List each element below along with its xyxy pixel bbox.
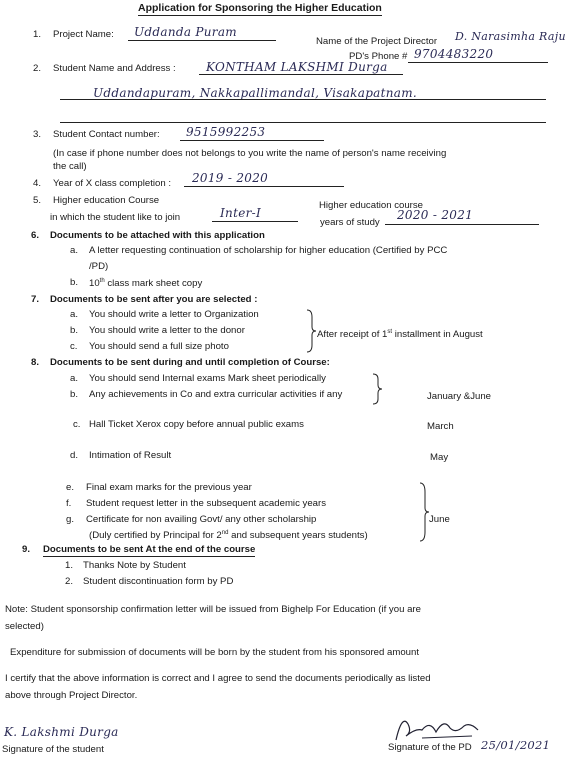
q4-number: 4. [33,178,42,189]
q9-item-2-number: 2. [65,576,74,587]
q8-e-letter: e. [66,482,75,493]
pd-phone-value: 9704483220 [414,47,494,61]
note-line2: selected) [5,621,44,632]
contact-note-line2: the call) [53,161,87,172]
q8-g-text: Certificate for non availing Govt/ any other scholarship [86,514,317,525]
address-line-2 [60,122,546,123]
q8-d-text: Intimation of Result [89,450,172,461]
project-director-value: D. Narasimha Raju [455,30,566,43]
q8-b-text: Any achievements in Co and extra curricular activities if any [89,389,343,400]
years-label-line1: Higher education course [319,200,423,211]
q9-item-1-number: 1. [65,560,74,571]
page-title: Application for Sponsoring the Higher Education [138,2,382,14]
q9-heading: Documents to be sent At the end of the course [43,544,256,555]
project-name-label: Project Name: [53,29,114,40]
q6-number: 6. [31,230,40,241]
q7-a-letter: a. [70,309,79,320]
course-value: Inter-I [220,206,262,220]
q5-number: 5. [33,195,42,206]
project-name-value: Uddanda Puram [134,25,237,39]
q8-e-text: Final exam marks for the previous year [86,482,252,493]
q7-heading: Documents to be sent after you are selected : [50,294,258,305]
q7-a-text: You should write a letter to Organization [89,309,259,320]
years-value: 2020 - 2021 [397,208,474,222]
address-line-1 [60,99,546,100]
q8-a-text: You should send Internal exams Mark sheet periodically [89,373,326,384]
q9-item-2-text: Student discontinuation form by PD [83,576,234,587]
q8-ab-brace [372,373,382,405]
student-signature-handwritten: K. Lakshmi Durga [4,725,119,739]
student-name-value: KONTHAM LAKSHMI Durga [206,60,388,74]
expenditure-note: Expenditure for submission of documents will be born by the student from his sponsored amount [10,647,420,658]
student-name-line [199,74,403,75]
q8-g-letter: g. [66,514,75,525]
note-line1: Note: Student sponsorship confirmation letter will be issued from Bighelp For Education (if you are [5,604,421,615]
certify-line2: above through Project Director. [5,690,138,701]
pd-signature-date: 25/01/2021 [481,738,551,752]
q8-c-when: March [427,421,454,432]
student-name-address-label: Student Name and Address : [53,63,176,74]
q7-c-text: You should send a full size photo [89,341,229,352]
pd-phone-line [408,62,548,63]
q8-g-note: (Duly certified by Principal for 2nd and subsequent years students) [89,530,368,542]
q1-number: 1. [33,29,42,40]
q6-b-text: 10th class mark sheet copy [89,278,203,290]
student-address-value: Uddandapuram, Nakkapallimandal, Visakapatnam. [93,86,418,100]
course-label-line1: Higher education Course [53,195,160,206]
contact-number-value: 9515992253 [186,125,266,139]
contact-note-line1: (In case if phone number does not belongs to you write the name of person's name receiving [53,148,447,159]
q6-a-letter: a. [70,245,79,256]
q7-b-text: You should write a letter to the donor [89,325,245,336]
contact-number-line [180,140,324,141]
x-class-year-value: 2019 - 2020 [192,171,269,185]
x-class-year-label: Year of X class completion : [53,178,172,189]
student-signature-label: Signature of the student [2,744,104,755]
q7-b-letter: b. [70,325,79,336]
q2-number: 2. [33,63,42,74]
q8-efg-brace [419,482,429,542]
q8-b-letter: b. [70,389,79,400]
q8-c-letter: c. [73,419,81,430]
pd-phone-label: PD's Phone # [349,51,408,62]
q8-a-letter: a. [70,373,79,384]
q8-d-when: May [430,452,449,463]
q7-installment-note: After receipt of 1st installment in August [317,329,483,341]
q6-a-text2: /PD) [89,261,109,272]
contact-number-label: Student Contact number: [53,129,160,140]
q8-f-text: Student request letter in the subsequent academic years [86,498,326,509]
q8-heading: Documents to be sent during and until completion of Course: [50,357,330,368]
pd-signature-label: Signature of the PD [388,742,472,753]
q7-number: 7. [31,294,40,305]
q6-a-text1: A letter requesting continuation of scholarship for higher education (Certified by PCC [89,245,448,256]
project-name-line [128,40,276,41]
certify-line1: I certify that the above information is correct and I agree to send the documents periodically as listed [5,673,431,684]
q8-efg-when: June [429,514,450,525]
q6-b-letter: b. [70,277,79,288]
q8-d-letter: d. [70,450,79,461]
q6-heading: Documents to be attached with this application [50,230,265,241]
q8-c-text: Hall Ticket Xerox copy before annual public exams [89,419,304,430]
q7-c-letter: c. [70,341,78,352]
years-label-line2: years of study [320,217,380,228]
project-director-label: Name of the Project Director [316,36,438,47]
course-line [212,221,298,222]
q7-brace [306,309,316,353]
years-line [385,224,539,225]
course-label-line2: in which the student like to join [50,212,181,223]
q8-ab-when: January &June [427,391,491,402]
q9-number: 9. [22,544,31,555]
q3-number: 3. [33,129,42,140]
q8-f-letter: f. [66,498,72,509]
x-class-year-line [184,186,344,187]
q9-item-1-text: Thanks Note by Student [83,560,186,571]
q8-number: 8. [31,357,40,368]
